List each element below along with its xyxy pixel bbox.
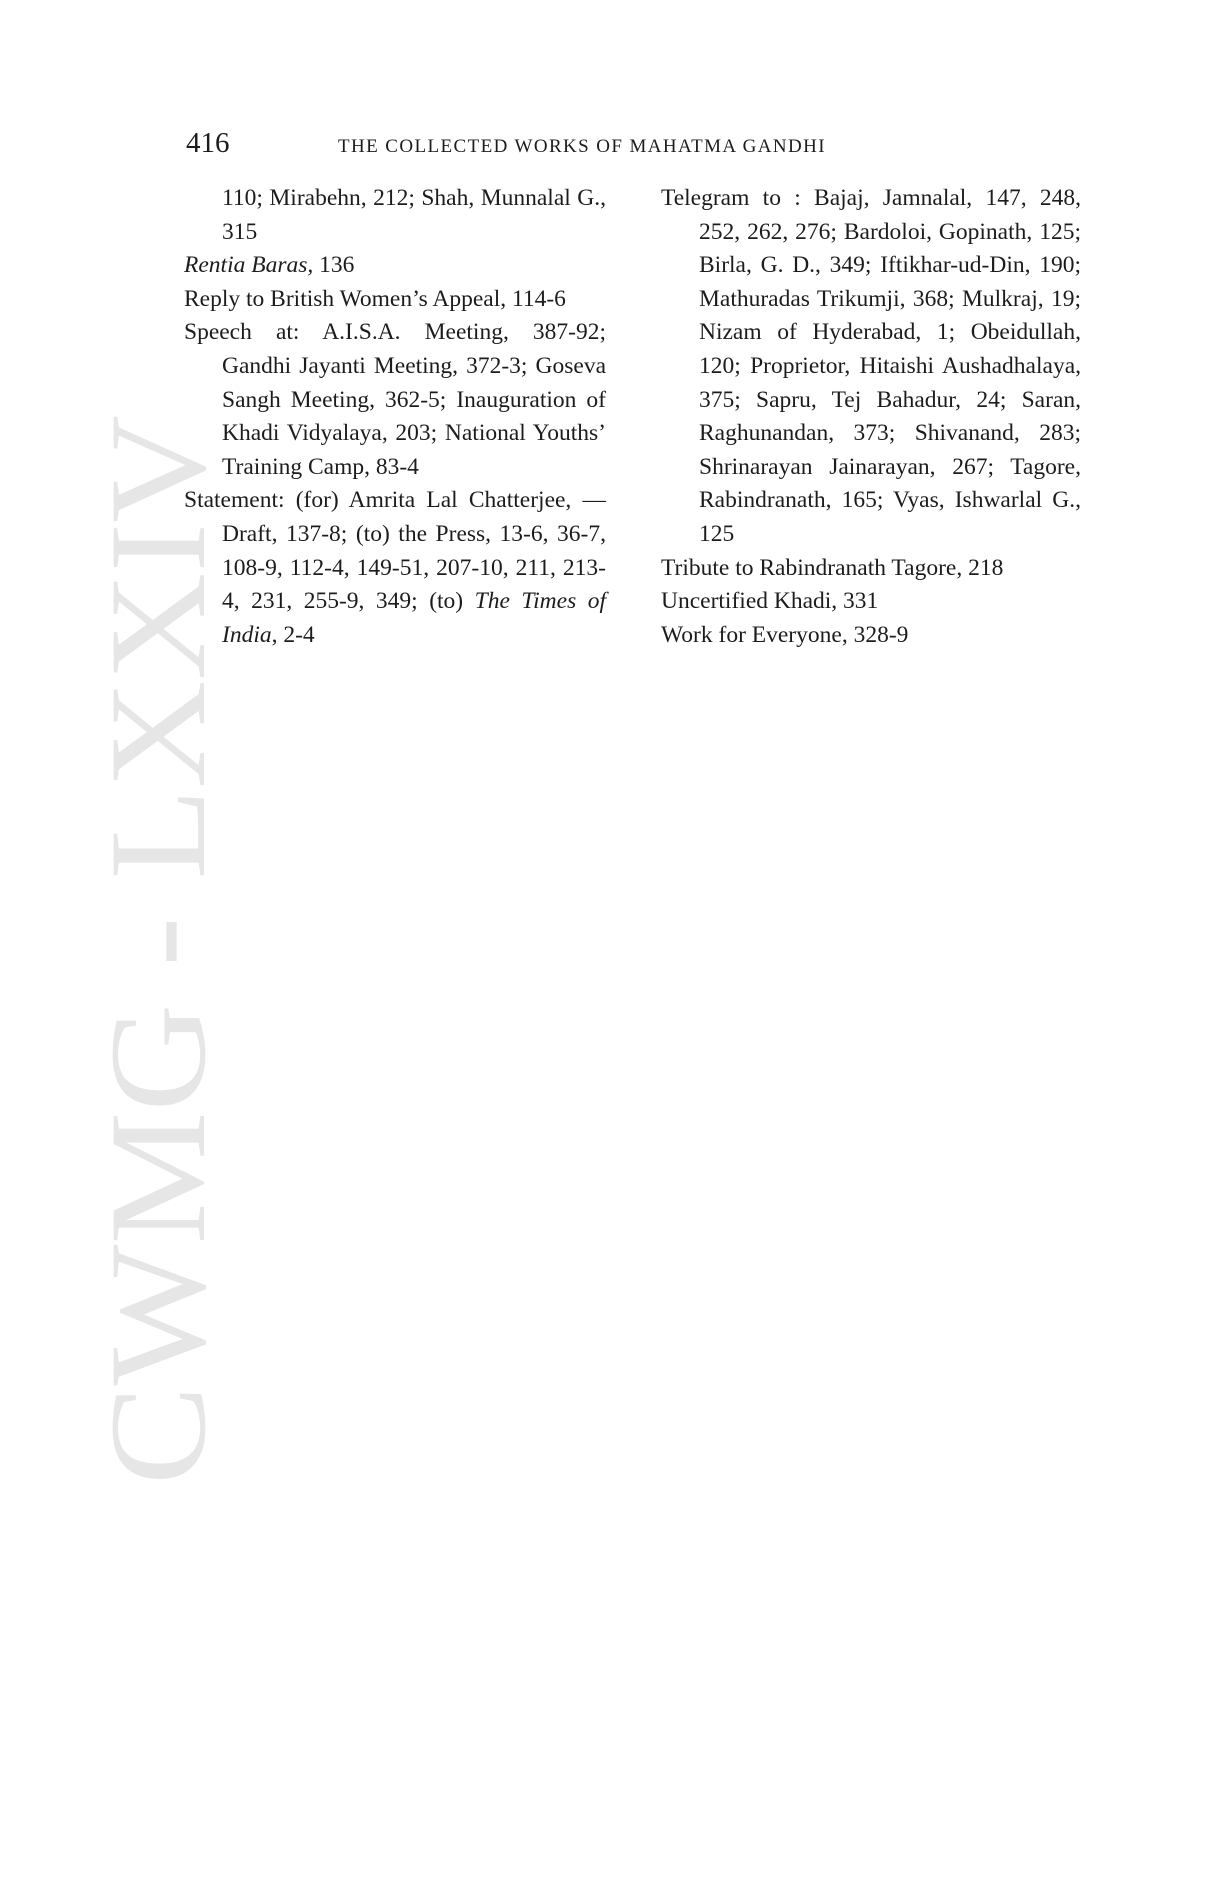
index-entry <box>661 182 1081 552</box>
running-title: THE COLLECTED WORKS OF MAHATMA GANDHI <box>338 136 826 157</box>
entry-text: 110; Mirabehn, 212; Shah, Munnalal G., 315 <box>222 185 606 245</box>
watermark-text: CWMG - LXXIV <box>81 496 234 1485</box>
entry-text: Uncertified Khadi, 331 <box>661 588 879 615</box>
index-column-left <box>184 182 606 652</box>
entry-text: Tribute to Rabindranath Tagore, 218 <box>661 554 1004 581</box>
index-entry <box>184 182 606 249</box>
entry-title-italic: Rentia Baras, <box>184 252 314 279</box>
entry-text: 136 <box>313 252 355 279</box>
entry-text: Statement: (for) Amrita Lal Chatterjee, —Draft, 137-8; (to) the Press, 13-6, 36-7, 108-9, 112-4, 149-51, 207-10, 211, 213-4, 231, 255-9, 349; (to) <box>184 487 606 615</box>
entry-text: Work for Everyone, 328-9 <box>661 621 909 648</box>
index-entry <box>184 484 606 652</box>
index-entry <box>661 619 1081 653</box>
index-entry <box>184 316 606 484</box>
entry-title-italic: The Times of India <box>222 588 606 648</box>
index-entry <box>184 249 606 283</box>
entry-text: Telegram to : Bajaj, Jamnalal, 147, 248, 252, 262, 276; Bardoloi, Gopinath, 125; Birla, G. D., 349; Iftikhar-ud-Din, 190; Mathuradas Trikumji, 368; Mulkraj, 19; Nizam of Hyderabad, 1; Obeidullah, 120; Proprietor, Hitaishi Aushadhalaya, 375; Sapru, Tej Bahadur, 24; Saran, Raghunandan, 373; Shivanand, 283; Shrinarayan Jainarayan, 267; Tagore, Rabindranath, 165; Vyas, Ishwarlal G., 125 <box>661 185 1081 547</box>
index-entry <box>184 283 606 317</box>
index-column-right <box>661 182 1081 652</box>
entry-text: Speech at: A.I.S.A. Meeting, 387-92; Gandhi Jayanti Meeting, 372-3; Goseva Sangh Meeting, 362-5; Inauguration of Khadi Vidyalaya, 203; National Youths’ Training Camp, 83-4 <box>184 319 606 480</box>
index-entry <box>661 585 1081 619</box>
entry-text: , 2-4 <box>271 621 315 648</box>
page-number: 416 <box>186 127 230 159</box>
entry-text: Reply to British Women’s Appeal, 114-6 <box>184 285 566 312</box>
index-entry <box>661 552 1081 586</box>
